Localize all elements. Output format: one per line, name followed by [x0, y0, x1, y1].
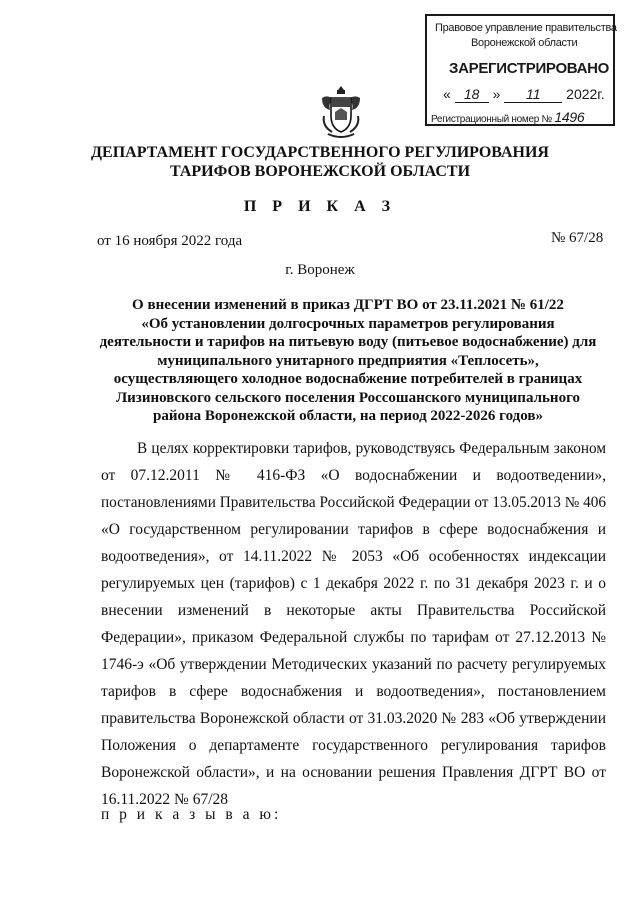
document-city: г. Воронеж	[285, 262, 355, 278]
stamp-date	[443, 86, 605, 103]
registration-stamp	[425, 14, 615, 126]
coat-of-arms-icon	[318, 84, 364, 140]
body-line: Положения о департаменте государственного регулирования тарифов	[101, 737, 606, 754]
body-line: внесении изменений в некоторые акты Правительства Российской	[101, 602, 606, 619]
stamp-date-year: 2022г.	[566, 86, 605, 102]
body-line: постановлениями Правительства Российской Федерации от 13.05.2013 № 406	[101, 494, 606, 511]
body-line: тарифов в сфере водоснабжения и водоотведения», постановлением	[101, 683, 606, 700]
body-line: 16.11.2022 № 67/28	[101, 791, 229, 808]
document-body	[101, 435, 606, 813]
stamp-date-day: 18	[455, 86, 489, 103]
title-line: Лизиновского сельского поселения Россошанского муниципального	[115, 389, 581, 406]
title-line: О внесении изменений в приказ ДГРТ ВО от 23.11.2021 № 61/22	[132, 297, 564, 313]
title-line: муниципального унитарного предприятия «Теплосеть»,	[157, 352, 539, 369]
department-name-line1: ДЕПАРТАМЕНТ ГОСУДАРСТВЕННОГО РЕГУЛИРОВАНИЯ	[91, 144, 549, 161]
document-date: от 16 ноября 2022 года	[97, 233, 243, 249]
document-number: № 67/28	[551, 230, 604, 246]
body-line: В целях корректировки тарифов, руководствуясь Федеральным законом	[137, 440, 606, 457]
body-line: регулируемых цен (тарифов) с 1 декабря 2022 г. по 31 декабря 2023 г. и о	[101, 575, 606, 592]
stamp-org-line2: Воронежской области	[471, 37, 578, 49]
body-line: Федерации», приказом Федеральной службы по тарифам от 27.12.2013 №	[101, 629, 606, 646]
body-line: водоотведения», от 14.11.2022 № 2053 «Об особенностях индексации	[101, 548, 606, 565]
stamp-reg-label: Регистрационный номер №	[431, 114, 552, 125]
body-line: 1746-э «Об утверждении Методических указаний по расчету регулируемых	[101, 656, 606, 673]
stamp-reg-value: 1496	[554, 109, 604, 126]
stamp-reg-number	[431, 109, 604, 126]
order-word: п р и к а з ы в а ю:	[101, 806, 282, 823]
title-line: района Воронежской области, на период 2022-2026 годов»	[153, 408, 543, 424]
body-line: от 07.12.2011 № 416-ФЗ «О водоснабжении и водоотведении»,	[101, 467, 606, 484]
title-line: деятельности и тарифов на питьевую воду (питьевое водоснабжение) для	[99, 334, 597, 350]
title-line: осуществляющего холодное водоснабжение потребителей в границах	[113, 371, 583, 387]
body-line: «О государственном регулировании тарифов в сфере водоснабжения и	[101, 521, 606, 538]
body-line: Воронежской области», и на основании решения Правления ДГРТ ВО от	[101, 764, 606, 781]
document-type: П Р И К А З	[243, 198, 397, 215]
stamp-date-open: «	[443, 86, 451, 102]
body-line: правительства Воронежской области от 31.03.2020 № 283 «Об утверждении	[101, 710, 606, 727]
department-name-line2: ТАРИФОВ ВОРОНЕЖСКОЙ ОБЛАСТИ	[169, 163, 471, 180]
document-title	[88, 296, 608, 426]
stamp-date-month: 11	[504, 86, 562, 103]
title-line: «Об установлении долгосрочных параметров регулирования	[141, 315, 555, 332]
stamp-org-line1: Правовое управление правительства	[435, 22, 617, 34]
stamp-registered: ЗАРЕГИСТРИРОВАНО	[449, 60, 610, 77]
stamp-date-mid: »	[492, 86, 501, 102]
